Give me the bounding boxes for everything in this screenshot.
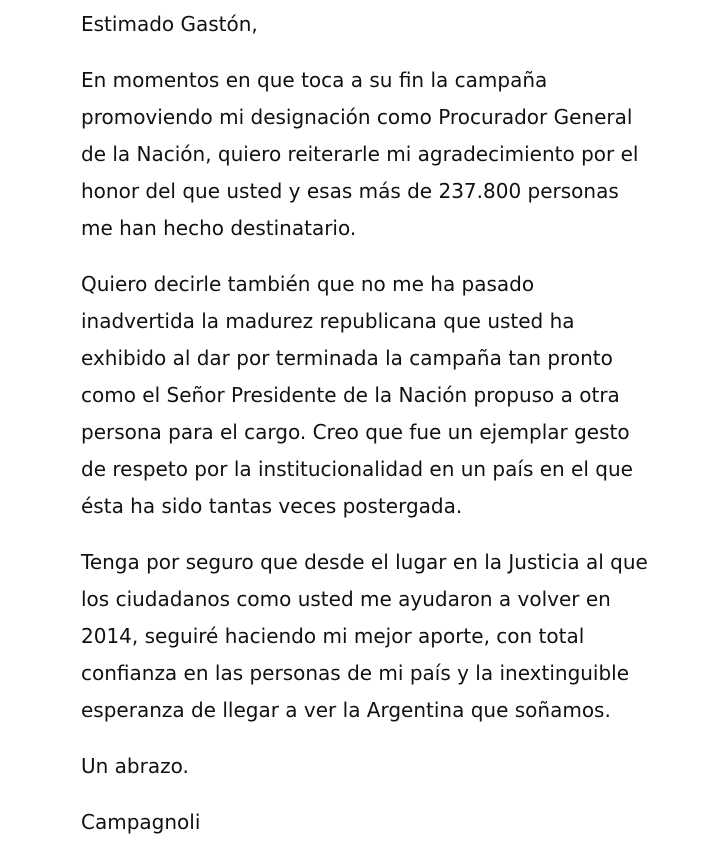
paragraph-2 [81, 266, 711, 525]
signature: Campagnoli [81, 810, 201, 834]
text-line: de respeto por la institucionalidad en un país en el que [81, 457, 633, 481]
text-line: promoviendo mi designación como Procurador General [81, 105, 633, 129]
paragraph-1 [81, 62, 711, 247]
text-line: persona para el cargo. Creo que fue un ejemplar gesto [81, 420, 630, 444]
salutation: Estimado Gastón, [81, 12, 258, 36]
text-line: 2014, seguiré haciendo mi mejor aporte, con total [81, 624, 585, 648]
text-line: En momentos en que toca a su fin la campaña [81, 68, 548, 92]
paragraph-gap [81, 729, 711, 748]
paragraph-gap [81, 785, 711, 804]
text-line: confianza en las personas de mi país y la inextinguible [81, 661, 630, 685]
text-line: me han hecho destinatario. [81, 216, 357, 240]
closing: Un abrazo. [81, 754, 189, 778]
text-line: exhibido al dar por terminada la campaña tan pronto [81, 346, 613, 370]
text-line: esperanza de llegar a ver la Argentina que soñamos. [81, 698, 611, 722]
text-line: honor del que usted y esas más de 237.800 personas [81, 179, 619, 203]
paragraph-gap [81, 43, 711, 62]
letter-body [81, 6, 711, 841]
text-line: Quiero decirle también que no me ha pasado [81, 272, 535, 296]
text-line: como el Señor Presidente de la Nación propuso a otra [81, 383, 620, 407]
text-line: inadvertida la madurez republicana que usted ha [81, 309, 575, 333]
paragraph-gap [81, 247, 711, 266]
paragraph-gap [81, 525, 711, 544]
text-line: los ciudadanos como usted me ayudaron a volver en [81, 587, 611, 611]
paragraph-3 [81, 544, 711, 729]
text-line: ésta ha sido tantas veces postergada. [81, 494, 463, 518]
text-line: Tenga por seguro que desde el lugar en la Justicia al que [81, 550, 648, 574]
text-line: de la Nación, quiero reiterarle mi agradecimiento por el [81, 142, 639, 166]
